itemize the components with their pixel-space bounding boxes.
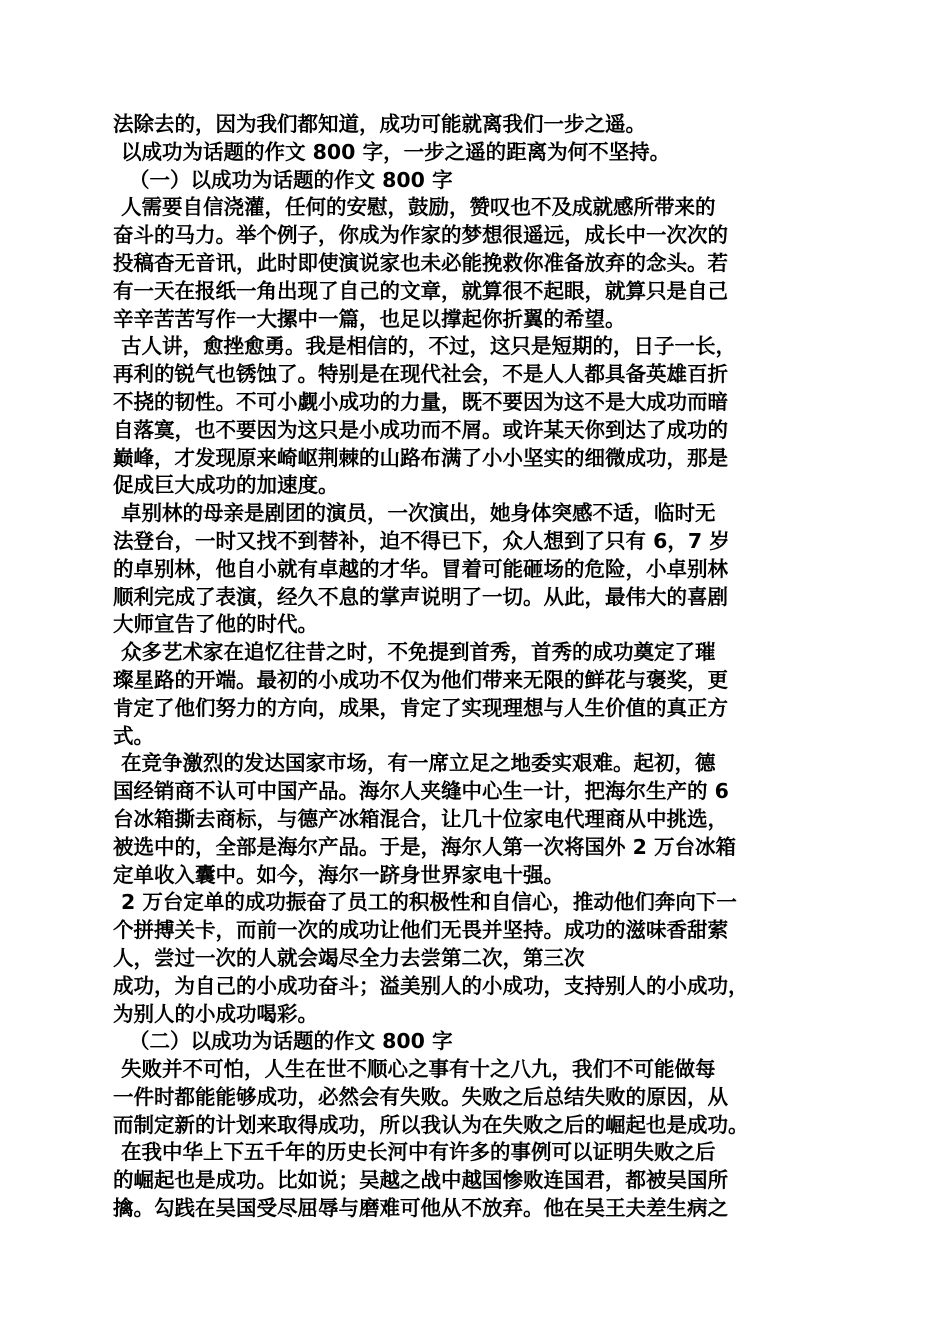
text-line: 为别人的小成功喝彩。 — [113, 1001, 318, 1026]
text-line: 众多艺术家在追忆往昔之时，不免提到首秀，首秀的成功奠定了璀 — [121, 640, 716, 665]
essay-title-line: 以成功为话题的作文 800 字，一步之遥的距离为何不坚持。 — [121, 139, 671, 164]
text-line: 被选中的，全部是海尔产品。于是，海尔人第一次将国外 2 万台冰箱 — [113, 834, 737, 859]
text-line: 法登台，一时又找不到替补，迫不得已下，众人想到了只有 6，7 岁 — [113, 528, 730, 553]
text-line: 大师宣告了他的时代。 — [113, 612, 318, 637]
text-line: 式。 — [113, 723, 154, 748]
text-line: 不挠的韧性。不可小觑小成功的力量，既不要因为这不是大成功而暗 — [113, 389, 728, 414]
text-line: 古人讲，愈挫愈勇。我是相信的，不过，这只是短期的，日子一长， — [121, 334, 736, 359]
text-line: 定单收入囊中。如今，海尔一跻身世界家电十强。 — [113, 862, 564, 887]
text-line: 辛辛苦苦写作一大摞中一篇，也足以撑起你折翼的希望。 — [113, 306, 626, 331]
text-line: 个拼搏关卡，而前一次的成功让他们无畏并坚持。成功的滋味香甜萦 — [113, 918, 728, 943]
text-line: 而制定新的计划来取得成功，所以我认为在失败之后的崛起也是成功。 — [113, 1112, 749, 1137]
text-line: 的卓别林，他自小就有卓越的才华。冒着可能砸场的危险，小卓别林 — [113, 556, 728, 581]
text-line: 人，尝过一次的人就会竭尽全力去尝第二次，第三次 — [113, 945, 585, 970]
text-line: 投稿杳无音讯，此时即使演说家也未必能挽救你准备放弃的念头。若 — [113, 250, 728, 275]
text-line: 在我中华上下五千年的历史长河中有许多的事例可以证明失败之后 — [121, 1140, 716, 1165]
text-line: 有一天在报纸一角出现了自己的文章，就算很不起眼，就算只是自己 — [113, 278, 728, 303]
text-line: 顺利完成了表演，经久不息的掌声说明了一切。从此，最伟大的喜剧 — [113, 584, 728, 609]
text-line: 自落寞，也不要因为这只是小成功而不屑。或许某天你到达了成功的 — [113, 417, 728, 442]
text-line: 再利的锐气也锈蚀了。特别是在现代社会，不是人人都具备英雄百折 — [113, 362, 728, 387]
text-line: 促成巨大成功的加速度。 — [113, 473, 339, 498]
text-line: 国经销商不认可中国产品。海尔人夹缝中心生一计，把海尔生产的 6 — [113, 779, 729, 804]
text-line: 成功，为自己的小成功奋斗；溢美别人的小成功，支持别人的小成功， — [113, 973, 749, 998]
text-line: 肯定了他们努力的方向，成果，肯定了实现理想与人生价值的真正方 — [113, 695, 728, 720]
section-heading-one: （一）以成功为话题的作文 800 字 — [129, 167, 453, 192]
text-line: 失败并不可怕，人生在世不顺心之事有十之八九，我们不可能做每 — [121, 1057, 716, 1082]
text-line: 在竞争激烈的发达国家市场，有一席立足之地委实艰难。起初，德 — [121, 751, 716, 776]
text-line: 巅峰，才发现原来崎岖荆棘的山路布满了小小坚实的细微成功，那是 — [113, 445, 728, 470]
text-line: 一件时都能能够成功，必然会有失败。失败之后总结失败的原因，从 — [113, 1084, 728, 1109]
text-line: 奋斗的马力。举个例子，你成为作家的梦想很遥远，成长中一次次的 — [113, 223, 728, 248]
text-line: 人需要自信浇灌，任何的安慰，鼓励，赞叹也不及成就感所带来的 — [121, 195, 716, 220]
text-line: 擒。勾践在吴国受尽屈辱与磨难可他从不放弃。他在吴王夫差生病之 — [113, 1196, 728, 1221]
essay-text — [113, 111, 853, 1223]
text-line: 的崛起也是成功。比如说；吴越之战中越国惨败连国君，都被吴国所 — [113, 1168, 728, 1193]
text-line: 卓别林的母亲是剧团的演员，一次演出，她身体突感不适，临时无 — [121, 501, 716, 526]
text-line: 2 万台定单的成功振奋了员工的积极性和自信心，推动他们奔向下一 — [121, 890, 737, 915]
text-line: 璨星路的开端。最初的小成功不仅为他们带来无限的鲜花与褒奖，更 — [113, 667, 728, 692]
text-line: 台冰箱撕去商标，与德产冰箱混合，让几十位家电代理商从中挑选， — [113, 806, 728, 831]
section-heading-two: （二）以成功为话题的作文 800 字 — [129, 1029, 453, 1054]
text-line: 法除去的，因为我们都知道，成功可能就离我们一步之遥。 — [113, 112, 646, 136]
